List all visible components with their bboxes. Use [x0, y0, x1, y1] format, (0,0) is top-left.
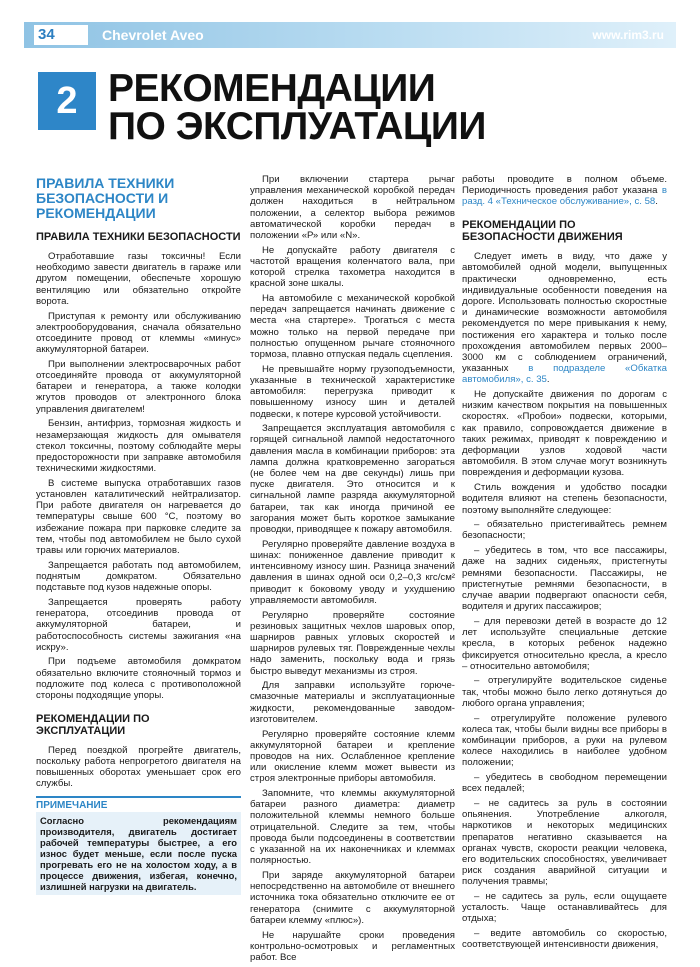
paragraph: Регулярно проверяйте состояние клемм аккумуляторной батареи и крепление проводов на них. Ослабленное крепление или окисление клемм может вывести из строя электронные приборы автомобиля.: [250, 728, 455, 785]
list-item: – убедитесь в свободном перемещении всех педалей;: [462, 772, 667, 795]
section-title: ПРАВИЛА ТЕХНИКИ БЕЗОПАСНОСТИ И РЕКОМЕНДАЦИИ: [36, 175, 175, 221]
chapter-title-line2: ПО ЭКСПЛУАТАЦИИ: [108, 105, 486, 148]
paragraph: Регулярно проверяйте состояние резиновых защитных чехлов шаровых опор, шарниров равных угловых скоростей и шарниров рулевых тяг. Поврежденные чехлы надо заменить, поскольку вода и грязь быстро выведут механизмы из строя.: [250, 609, 455, 677]
paragraph: На автомобиле с механической коробкой передач запрещается начинать движение с места «на стартере». Трогаться с места можно только на первой передаче при полностью опущенном рычаге стояночного тормоза, плавно отпуская педаль сцепления.: [250, 293, 455, 361]
chapter-title-line1: РЕКОМЕНДАЦИИ: [108, 67, 436, 110]
column-1: [36, 176, 241, 895]
paragraph: Не превышайте норму грузоподъемности, указанные в технической характеристике автомобиля: перегрузка приводит к повышенному износу шин и деталей подвески, к потере курсовой устойчивости.: [250, 363, 455, 420]
paragraph: В системе выпуска отработавших газов установлен каталитический нейтрализатор. При работе двигателя он нагревается до температуры свыше 600 °С, поэтому во избежание пожара при парковке следите за тем, чтобы под автомобилем не было сухой травы или горючих материалов.: [36, 477, 241, 557]
brand-name: Chevrolet Aveo: [102, 27, 204, 43]
chapter-number: 2: [38, 72, 96, 130]
paragraph: При выполнении электросварочных работ отсоединяйте провода от аккумуляторной батареи и генератора, а также колодки жгутов проводов от электронного блока управления двигателем!: [36, 358, 241, 415]
subsection-title-operation: РЕКОМЕНДАЦИИ ПО ЭКСПЛУАТАЦИИ: [36, 712, 150, 737]
subsection-title-safety: ПРАВИЛА ТЕХНИКИ БЕЗОПАСНОСТИ: [36, 231, 241, 243]
paragraph: Не нарушайте сроки проведения контрольно-осмотровых и регламентных работ. Все: [250, 929, 455, 963]
paragraph: Бензин, антифриз, тормозная жидкость и незамерзающая жидкость для омывателя стекол токсичны, поэтому соблюдайте меры предосторожности при заправке автомобиля техническими жидкостями.: [36, 418, 241, 475]
subsection-title-driving-safety: РЕКОМЕНДАЦИИ ПО БЕЗОПАСНОСТИ ДВИЖЕНИЯ: [462, 219, 623, 244]
paragraph: Отработавшие газы токсичны! Если необходимо завести двигатель в гараже или другом помещении, обеспечьте хорошую вентиляцию или обязательно откройте ворота.: [36, 251, 241, 307]
paragraph: При заряде аккумуляторной батареи непосредственно на автомобиле от внешнего источника тока обязательно отключите ее от генератора (снимите с аккумуляторной батареи клемму «плюс»).: [250, 869, 455, 926]
paragraph: При включении стартера рычаг управления механической коробкой передач должен находиться в нейтральном положении, а селектор выбора режимов автоматической коробки передач в положении «Р» или «N».: [250, 174, 455, 242]
page-header: [24, 22, 676, 48]
paragraph: Запомните, что клеммы аккумуляторной батареи разного диаметра: диаметр положительной клеммы немного больше отрицательной. Следите за тем, чтобы провода были подсоединены в соответствии с указанной на их наконечниках и клеммах полярностью.: [250, 788, 455, 867]
paragraph-continued: работы проводите в полном объеме. Периодичность проведения работ указана в разд. 4 «Техническое обслуживание», с. 58.: [462, 174, 667, 208]
paragraph: При подъеме автомобиля домкратом обязательно включите стояночный тормоз и подложите под колеса с противоположной стороны подходящие упоры.: [36, 656, 241, 702]
list-item: – для перевозки детей в возрасте до 12 лет используйте специальные детские кресла, в которых ребенок надежно фиксируется относительно кресла, а кресло – относительно автомобиля;: [462, 615, 667, 672]
paragraph-text: Следует иметь в виду, что даже у автомобилей одной модели, выпущенных практически одновременно, есть индивидуальные особенности поведения на дороге. Использовать полностью скоростные и динамические возможности автомобиля рекомендуется по мере привыкания к нему, постижения его характера и только после прохождения автомобилем первых 2000–3000 км с соблюдением ограничений, указанных: [462, 251, 667, 375]
paragraph: Стиль вождения и удобство посадки водителя влияют на степень безопасности, поэтому выполняйте следующее:: [462, 482, 667, 516]
note-title: ПРИМЕЧАНИЕ: [36, 796, 241, 812]
column-3: [462, 174, 667, 954]
paragraph: Не допускайте работу двигателя с частотой вращения коленчатого вала, при которой стрелка тахометра находится в красной зоне шкалы.: [250, 244, 455, 290]
cross-reference-link[interactable]: в разд. 4 «Техническое обслуживание», с. 58: [462, 185, 667, 208]
paragraph: Для заправки используйте горюче-смазочные материалы и эксплуатационные жидкости, рекомендованные заводом-изготовителем.: [250, 680, 455, 725]
paragraph: Запрещается эксплуатация автомобиля с горящей сигнальной лампой недостаточного давления масла в комбинации приборов: эта лампа должна кратковременно загораться (не более чем на две секунды) лишь при пуске двигателя. Это относится и к сигнальной лампе разряда аккумуляторной батареи, так как иногда причиной ее загорания может быть короткое замыкание проводки, приводящее к пожару автомобиля.: [250, 423, 455, 536]
list-item: – убедитесь в том, что все пассажиры, даже на задних сиденьях, пристегнуты ремнями безопасности. Пассажиры, не пристегнутые ремнями безопасности, в случае аварии подвергают опасности себя, водителя и других пассажиров;: [462, 545, 667, 613]
list-item: – ведите автомобиль со скоростью, соответствующей интенсивности движения,: [462, 928, 667, 951]
list-item: – отрегулируйте водительское сиденье так, чтобы можно было легко дотянуться до любого органа управления;: [462, 675, 667, 709]
paragraph: Регулярно проверяйте давление воздуха в шинах: пониженное давление приводит к интенсивному износу шин. Разница значений давления в шинах одной оси 0,2–0,3 кгс/см² приводит к боковому уводу и ухудшению управляемости автомобиля.: [250, 538, 455, 606]
cross-reference-link[interactable]: в подразделе «Обкатка автомобиля», с. 35: [462, 363, 668, 386]
paragraph: Следует иметь в виду, что даже у автомобилей одной модели, выпущенных практически одновременно, есть индивидуальные особенности поведения на дороге. Использовать полностью скоростные и динамические возможности автомобиля рекомендуется по мере привыкания к нему, постижения его характера и только после прохождения автомобилем первых 2000–3000 км с соблюдением ограничений, указанных в подразделе «Обкатка автомобиля», с. 35.: [462, 251, 668, 386]
paragraph: Не допускайте движения по дорогам с низким качеством покрытия на повышенных скоростях. «Пробои» подвески, которыми, как правило, сопровождается движение в таких режимах, приводят к повреждению и деформации узлов ходовой части автомобиля. В этом случае могут возникнуть повреждения и деформации кузова.: [462, 389, 667, 479]
site-url[interactable]: www.rim3.ru: [592, 28, 664, 42]
list-item: – отрегулируйте положение рулевого колеса так, чтобы были видны все приборы в комбинации приборов, а руки на рулевом колесе находились в наиболее удобном положении;: [462, 712, 667, 769]
paragraph: Запрещается проверять работу генератора, отсоединив провода от аккумуляторной батареи, и работоспособность системы зажигания «на искру».: [36, 596, 241, 653]
paragraph: Приступая к ремонту или обслуживанию электрооборудования, сначала обязательно отсоедините провод от клеммы «минус» аккумуляторной батареи.: [36, 310, 241, 356]
paragraph: Перед поездкой прогрейте двигатель, поскольку работа непрогретого двигателя на повышенных оборотах уменьшает срок его службы.: [36, 744, 241, 790]
note-body: Согласно рекомендациям производителя, двигатель достигает рабочей температуры быстрее, а его износ будет меньше, если после пуска прогревать его не на холостом ходу, а в процессе движения, избегая, конечно, излишней нагрузки на двигатель.: [36, 812, 241, 895]
paragraph: Запрещается работать под автомобилем, поднятым домкратом. Обязательно подставьте под кузов надежные опоры.: [36, 559, 241, 594]
page-number: 34: [34, 25, 88, 45]
chapter-title: [108, 67, 668, 148]
list-item: – обязательно пристегивайтесь ремнем безопасности;: [462, 519, 667, 542]
list-item: – не садитесь за руль, если ощущаете усталость. Чаще останавливайтесь для отдыха;: [462, 891, 667, 925]
list-item: – не садитесь за руль в состоянии опьянения. Употребление алкоголя, наркотиков и некоторых медицинских препаратов негативно сказывается на органах чувств, скорости реакции человека, его водительских способностях, увеличивает риск создания аварийной ситуации и получения травмы;: [462, 797, 667, 888]
paragraph-text: работы проводите в полном объеме. Периодичность проведения работ указана: [462, 174, 667, 197]
column-2: [250, 174, 455, 967]
